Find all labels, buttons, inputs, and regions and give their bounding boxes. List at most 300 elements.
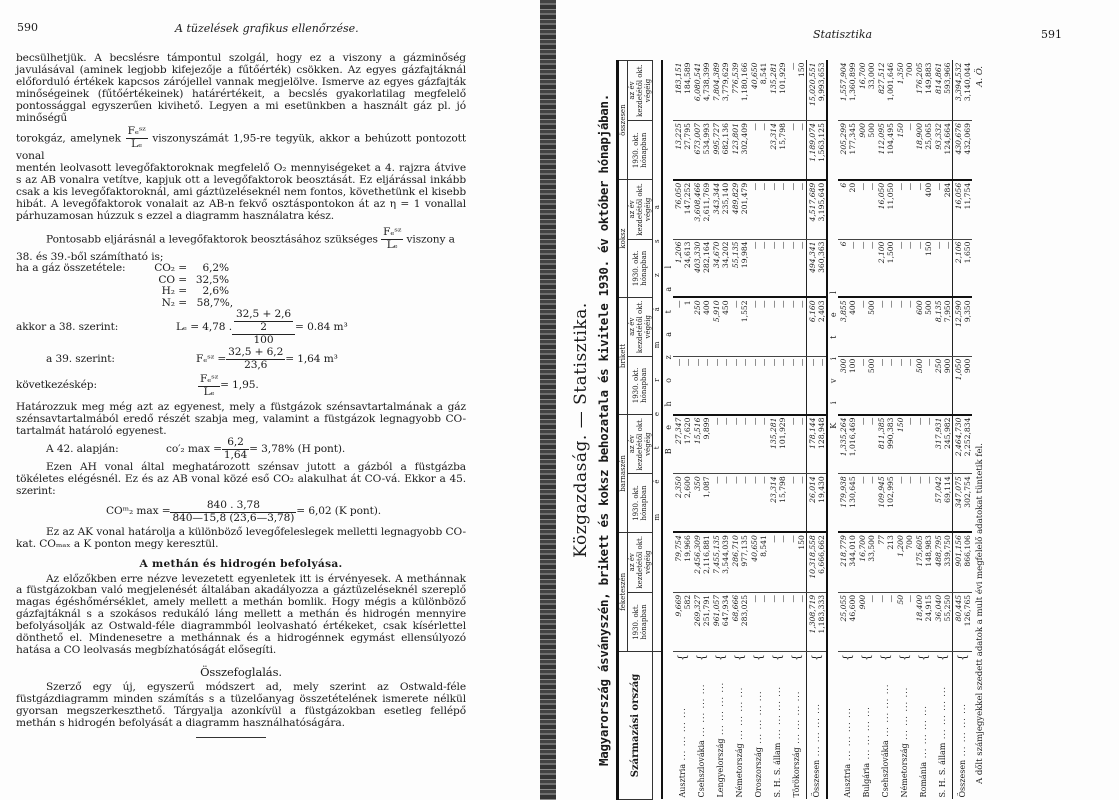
value-cell [787,297,807,356]
equation-rhs: = 0.84 m³ [295,321,348,334]
value-1930: 16,700 [857,535,867,562]
total-row [807,61,828,800]
value-1930: 900 [857,123,867,138]
value-cell [857,121,876,180]
right-page [560,0,1119,800]
value-1930: 347,075 [953,476,963,508]
value-cell [692,61,711,121]
value-1929: — [758,358,768,367]
value-cell [876,61,895,121]
value-cell [838,532,857,592]
value-1930: 5,910 [711,300,721,323]
country-cell [730,651,749,799]
value-cell [914,297,933,356]
value-cell [838,180,857,239]
value-cell [673,415,692,474]
value-cell [914,180,933,239]
value-cell [953,532,973,592]
value-1929: 130,645 [847,476,857,508]
table-title: Magyarország ásványszén, brikett és koksz behozatala és kivitele 1930. év október hónapjában. [596,94,611,766]
equation-lhs: co′₂ max = [166,442,222,455]
fraction [232,309,295,347]
value-1930: — [749,417,759,426]
value-cell [838,239,857,297]
value-1929: — [758,594,768,603]
value-1930: — [768,300,778,308]
value-1929: — [739,358,749,367]
value-1930: 814,861 [933,62,943,94]
country-cell [749,651,768,799]
value-1929: — [777,182,787,191]
value-cell [673,474,692,532]
brace-icon: { [676,653,689,661]
equation-rhs: = 1,64 m³ [285,352,338,365]
value-1930: — [768,182,778,191]
value-1930: 961,057 [711,594,721,627]
equation-42 [16,437,466,462]
value-1929: 647,934 [720,594,730,627]
value-cell [768,239,787,297]
value-1930: 135,281 [768,417,778,449]
value-1930: — [787,62,797,71]
value-1929: 1,016,469 [847,417,857,457]
leader-dots: ... ... ... ... [792,690,801,748]
value-1929: 283,025 [739,594,749,627]
value-1930: 500 [914,358,924,374]
value-1929: — [904,300,914,308]
value-1930: — [749,123,759,131]
value-cell [895,180,914,239]
value-1930: 995,727 [711,123,721,155]
value-1929: 6,666,662 [816,535,826,574]
value-cell [933,239,953,297]
value-cell [876,239,895,297]
value-1930: 494,341 [807,241,817,273]
value-1930: — [787,182,797,191]
value-1930: — [787,300,797,308]
value-cell [876,180,895,239]
gas-name: H₂ = [161,285,187,298]
value-1929: — [777,300,787,308]
value-1929: 1,500 [885,241,895,264]
value-1929: 55,250 [942,594,952,622]
value-1929: 1,180,166 [739,62,749,102]
value-1929: 1,552 [739,300,749,323]
brace-icon: { [810,653,823,661]
value-1930: 6 [838,182,848,188]
value-1929: 2,403 [816,300,826,323]
value-cell [673,297,692,356]
import-section [662,61,827,800]
equation-label: a 39. szerint: [46,352,115,365]
value-1930: 10,318,558 [807,535,817,579]
sub-header-month: 1930. okt. hónapban [628,474,653,532]
value-1929: 1,087 [701,476,711,499]
equation-45 [16,500,466,525]
value-1929: 400 [847,300,857,315]
value-1929: 27,795 [682,123,692,150]
value-cell [787,121,807,180]
value-cell [914,415,933,474]
value-1929: 184,589 [682,62,692,94]
sub-header-ytd: az év kezdetétől okt. végéig [628,180,653,239]
fraction-numerator: Fₑˢᶻ [383,225,402,238]
value-cell [876,121,895,180]
value-cell [838,356,857,414]
group-header: összesen [618,61,628,180]
value-1929: 7,950 [942,300,952,323]
value-1930: 218,779 [838,535,848,567]
value-1930: — [673,358,683,367]
value-cell [953,474,973,532]
value-cell [807,61,828,121]
value-1929: — [796,358,806,367]
value-cell [838,121,857,180]
value-1929: 33,000 [866,62,876,90]
value-1930: — [730,476,740,484]
value-1930: 430,676 [953,123,963,155]
equation-39 [16,347,466,372]
value-cell [673,532,692,592]
table-row [768,61,787,800]
value-1930: — [749,241,759,250]
value-1929: — [904,182,914,191]
value-1929: 450 [720,300,730,315]
value-1929: 900 [942,358,952,374]
value-1930: 57,042 [933,476,943,503]
table-row [838,61,857,800]
leader-dots: ... ... ... ... [900,686,909,744]
value-cell [857,532,876,592]
value-1929: 2,116,881 [701,535,711,574]
value-cell [787,180,807,239]
value-1930: 76,050 [673,182,683,210]
value-1930: — [914,417,924,426]
country-name: S. H. S. állam [773,742,782,798]
paragraph [16,126,466,163]
value-cell [933,356,953,414]
value-1930: 286,710 [730,535,740,567]
value-1930: — [730,358,740,367]
value-cell [807,532,828,592]
section-heading: A methán és hidrogén befolyása. [139,557,343,570]
value-cell [953,61,973,121]
value-cell [787,239,807,297]
fraction-numerator: Fₑˢᶻ [200,372,219,385]
trade-table [616,60,972,800]
fraction [126,126,148,151]
sub-header-month: 1930. okt. hónapban [628,356,653,414]
value-1930: — [749,300,759,308]
value-cell [807,415,828,474]
value-cell [857,297,876,356]
brace-icon: { [936,653,949,661]
value-1930: 79,754 [673,535,683,562]
value-1930: — [895,300,905,308]
value-1930: 3,608,466 [692,182,702,222]
value-1929: 1,183,333 [816,594,826,634]
value-cell [914,239,933,297]
footnote [975,60,985,800]
value-1929: 500 [923,300,933,315]
value-1929: — [942,241,952,250]
value-1929: 9,350 [962,300,972,323]
sub-header-ytd: az év kezdetétől okt. végéig [628,415,653,474]
value-cell [673,592,692,651]
value-cell [857,61,876,121]
value-1929: 24,915 [923,594,933,622]
paragraph: mentén leolvasott levegőfaktoroknak megfelelő O₂ mennyiségeket a 4. rajzra átvive s az AB vonalra vetítve, kapjuk ott a levegőfaktorok beosztását. Ez eljárással inkább csak a kis levegőfaktoroknál, ami gáztüzeléseknél nem fontos, követhetünk el kisebb hibát. A levegőfaktorok vonalait az AB-n fekvő osztáspontokon át az η = 1 vonallal párhuzamosan húzzuk s ezzel a diagramm használatra kész. [16,162,466,222]
value-cell [749,532,768,592]
value-cell [807,180,828,239]
value-cell [914,474,933,532]
value-1929: 302,754 [962,476,972,508]
table-row [711,61,730,800]
value-1930: 50 [895,594,905,605]
value-1930: 23,314 [768,476,778,503]
value-1929: 1,001,646 [885,62,895,102]
value-cell [895,239,914,297]
value-1930: 600 [914,300,924,315]
fraction [226,347,285,372]
value-cell [692,121,711,180]
value-1929: 4,738,399 [701,62,711,102]
fraction-denominator: 100 [253,334,274,347]
fraction [198,374,220,399]
value-cell [857,239,876,297]
value-cell [730,61,749,121]
value-1930: — [768,241,778,250]
value-cell [730,532,749,592]
value-cell [711,474,730,532]
country-cell [673,651,692,799]
value-cell [768,61,787,121]
value-1930: — [933,241,943,250]
value-1930: 7,455,135 [711,535,721,574]
value-cell [711,356,730,414]
value-cell [711,592,730,651]
value-1930: 900 [857,594,867,610]
value-1930: 489,829 [730,182,740,215]
value-1930: — [895,241,905,250]
value-1929: — [701,358,711,367]
value-cell [933,180,953,239]
value-cell [787,61,807,121]
value-1930: 9,669 [673,594,683,617]
value-1929: 9,899 [701,417,711,440]
value-1930: 12,590 [953,300,963,327]
value-1929: — [777,594,787,603]
value-1929: 20 [847,182,857,193]
section-heading: Összefoglalás. [200,664,282,679]
value-1930: — [730,300,740,308]
value-1929: — [923,476,933,484]
value-1930: — [933,182,943,191]
value-cell [730,356,749,414]
brace-icon: { [695,653,708,661]
country-cell [711,651,730,799]
value-cell [807,474,828,532]
value-cell [673,180,692,239]
page-number-left: 590 [17,21,38,34]
value-cell [857,180,876,239]
value-cell [807,356,828,414]
value-1930: 8,135 [933,300,943,323]
equation-result [16,374,466,399]
value-cell [838,297,857,356]
value-1929: 3,779,629 [720,62,730,102]
value-1929: — [885,358,895,367]
value-1930: 2,100 [876,241,886,264]
fraction-numerator: 840 . 3,78 [170,500,296,513]
brace-icon: { [714,653,727,661]
value-1929: 1,650 [962,241,972,264]
value-1930: 2,456,309 [692,535,702,574]
value-1929: 344,010 [847,535,857,567]
value-1929: 101,929 [777,62,787,94]
value-1929: 1,563,125 [816,123,826,162]
value-1929: 126,765 [962,594,972,627]
value-1929: — [866,417,876,426]
value-1929: — [777,358,787,367]
value-1929: — [720,358,730,367]
value-1929: 400 [701,300,711,315]
value-cell [692,474,711,532]
value-cell [749,61,768,121]
leader-dots: ... ... ... ... [735,686,744,744]
unit-row [653,61,663,800]
value-1930: 36,040 [933,594,943,622]
value-1930: 7,804,389 [711,62,721,102]
value-1929: — [720,476,730,484]
value-1930: 179,938 [838,476,848,508]
value-cell [749,356,768,414]
blank-cell [653,651,663,799]
value-cell [895,61,914,121]
table-row [857,61,876,800]
value-1929: 150 [923,241,933,257]
value-cell [730,297,749,356]
value-cell [933,474,953,532]
country-name: Összesen [812,759,821,798]
value-cell [876,356,895,414]
value-1929: 582 [682,594,692,610]
value-1930: 269,327 [692,594,702,627]
value-1930: 34,670 [711,241,721,269]
value-1930: — [787,123,797,131]
value-1929: — [847,241,857,250]
value-1929: 19,430 [816,476,826,503]
value-1930: 1,050 [953,358,963,381]
value-cell [711,239,730,297]
value-cell [768,180,787,239]
value-1930: 901,156 [953,535,963,567]
value-1929: — [682,358,692,367]
value-1930: 811,385 [876,417,886,449]
value-cell [857,474,876,532]
value-cell [914,356,933,414]
value-1930: — [787,594,797,603]
country-cell [807,651,828,799]
fraction-denominator: 2 [260,321,267,334]
value-cell [692,239,711,297]
value-1930: 1,557,904 [838,62,848,102]
gas-name: N₂ = [161,296,187,309]
value-cell [692,356,711,414]
value-cell [933,297,953,356]
value-cell [692,180,711,239]
value-1930: 150 [895,417,905,433]
sub-header-month: 1930. okt. hónapban [628,121,653,180]
value-1929: 235,140 [720,182,730,215]
value-cell [876,474,895,532]
value-1930: 250 [933,358,943,374]
value-1930: 80,445 [953,594,963,622]
value-1929: 8,541 [758,535,768,557]
value-1929: — [796,417,806,426]
value-cell [895,415,914,474]
value-cell [838,61,857,121]
value-cell [787,592,807,651]
value-cell [876,532,895,592]
value-1930: 1,350 [895,62,905,85]
value-1929: 150 [796,535,806,550]
signature: A. Ö. [975,66,985,87]
value-1930: — [787,417,797,426]
value-1930: 183,151 [673,62,683,94]
value-cell [730,180,749,239]
value-cell [857,415,876,474]
value-1930: 6,160 [807,300,817,323]
value-1930: 123,801 [730,123,740,155]
value-1930: — [807,358,817,367]
leader-dots: ... ... ... ... [678,707,687,764]
value-1930: — [895,476,905,484]
value-1929: 25,065 [923,123,933,150]
country-name: Németország [735,743,744,798]
value-1929: — [796,123,806,131]
value-cell [933,532,953,592]
end-rule [196,737,266,738]
value-1930: — [749,358,759,367]
country-name: Németország [900,743,909,798]
value-1930: 16,056 [953,182,963,210]
country-cell [857,651,876,799]
value-1930: — [857,241,867,250]
running-head-left: A tüzelések grafikus ellenőrzése. [175,22,359,35]
value-1929: — [904,123,914,131]
fraction-numerator [232,309,295,335]
value-1930: 2,106 [953,241,963,264]
value-1930: — [876,358,886,367]
gas-list [151,263,233,309]
value-1929: 3,140,044 [962,62,972,102]
rotated-table-block [568,60,1093,800]
country-name: Összesen [958,759,967,798]
value-1929: 15,798 [777,476,787,503]
brace-icon: { [956,653,969,661]
value-cell [768,121,787,180]
value-cell [768,297,787,356]
value-1929: 1,360,899 [847,62,857,102]
value-1929: — [885,594,895,603]
value-1930: — [730,417,740,426]
value-1930: 13,225 [673,123,683,150]
value-1929: — [739,417,749,426]
value-1930: 23,314 [768,123,778,150]
value-1930: 6,080,541 [692,62,702,102]
value-1929: 302,409 [739,123,749,155]
